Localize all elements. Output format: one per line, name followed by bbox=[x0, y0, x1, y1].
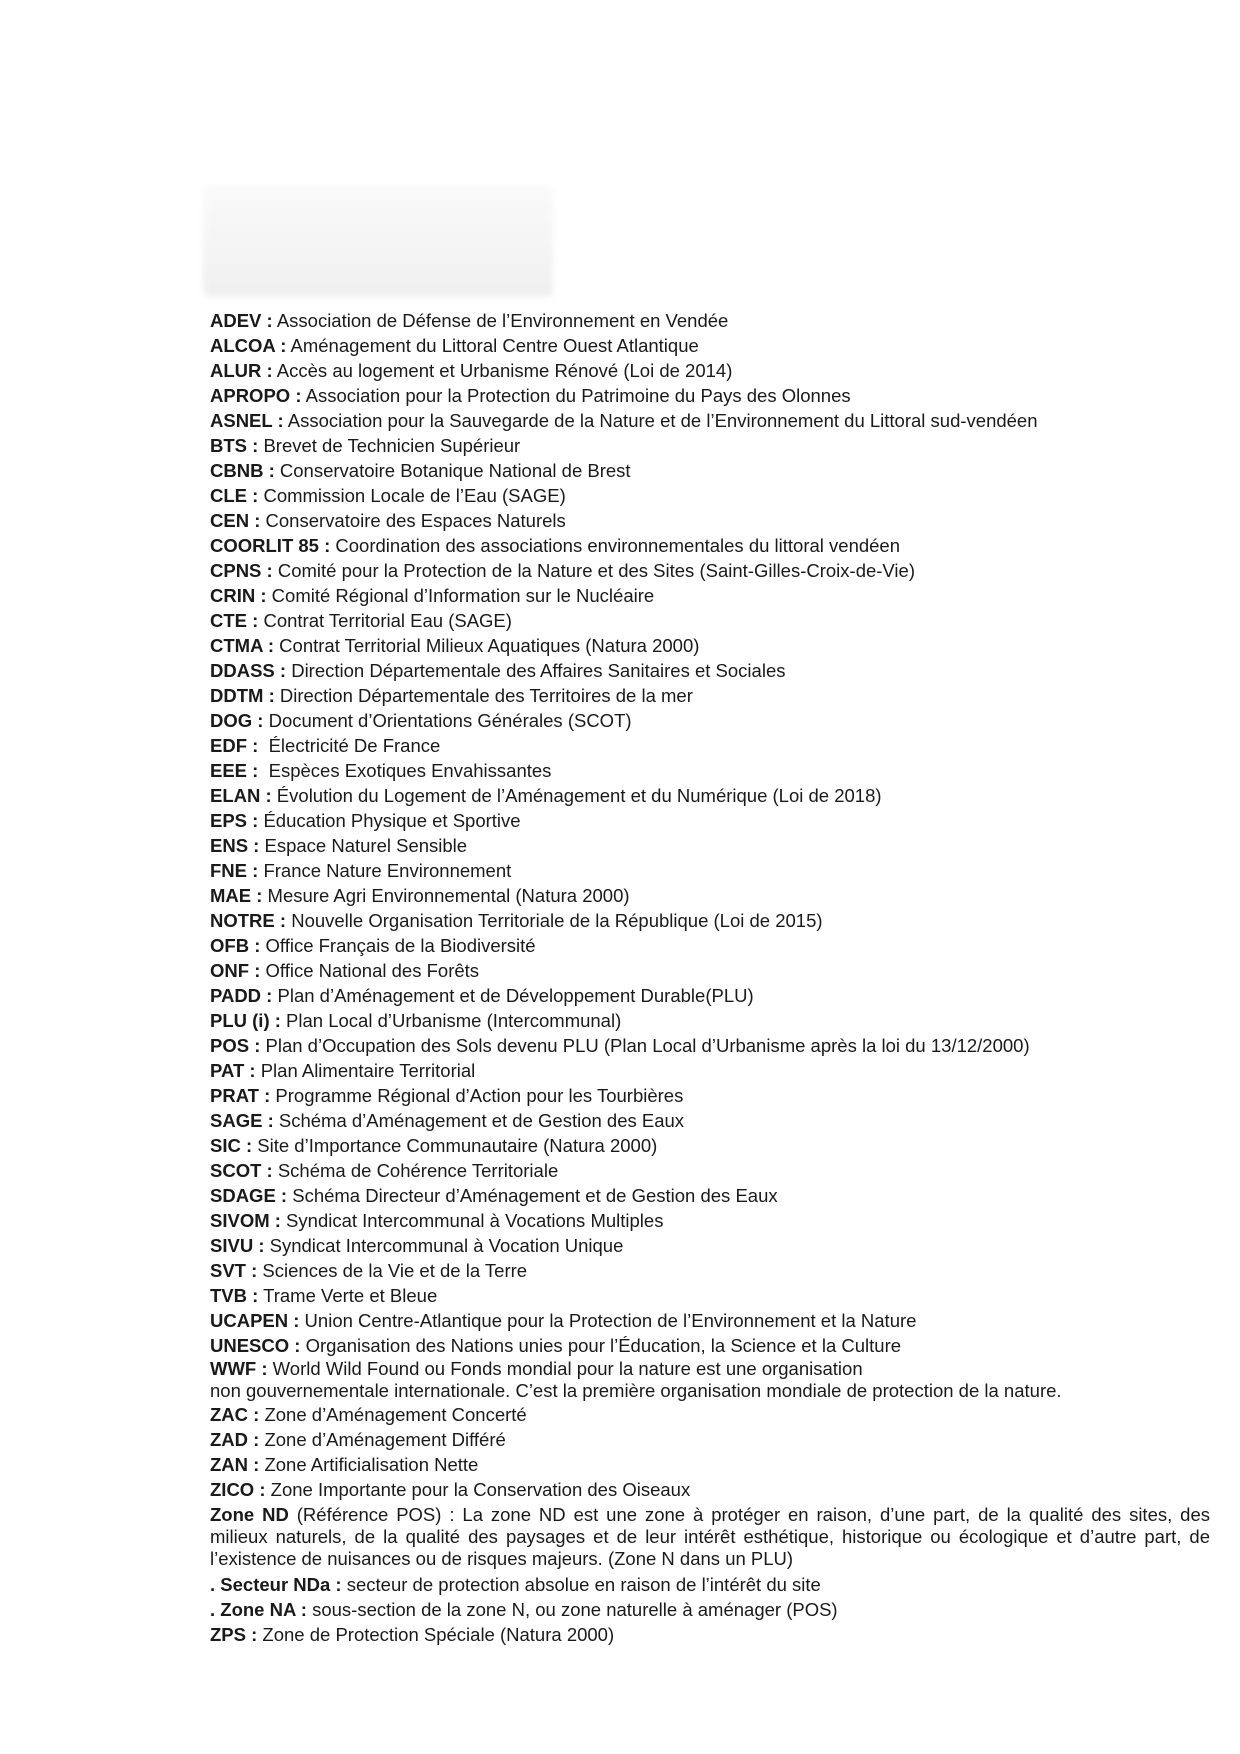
glossary-entry bbox=[210, 433, 1210, 458]
glossary-definition: Office National des Forêts bbox=[260, 960, 480, 981]
glossary-term: CTMA : bbox=[210, 635, 275, 656]
faded-header-image bbox=[203, 185, 553, 297]
glossary-definition: Espèces Exotiques Envahissantes bbox=[258, 760, 552, 781]
glossary-entry bbox=[210, 833, 1210, 858]
glossary-term: ZAD : bbox=[210, 1429, 260, 1450]
glossary-definition: Comité Régional d’Information sur le Nucléaire bbox=[266, 585, 655, 606]
glossary-term: SIC : bbox=[210, 1135, 253, 1156]
glossary-entry bbox=[210, 758, 1210, 783]
glossary-entry bbox=[210, 1283, 1210, 1308]
glossary-entry bbox=[210, 1597, 1210, 1622]
glossary-definition: Conservatoire Botanique National de Brest bbox=[274, 460, 631, 481]
glossary-term: PAT : bbox=[210, 1060, 256, 1081]
glossary-definition: (Référence POS) : La zone ND est une zone à protéger en raison, d’une part, de la qualité des sites, des milieux naturels, de la qualité des paysages et de leur intérêt esthétique, historique ou écologique et d’autre part, de l’existence de nuisances ou de risques majeurs. (Zone N dans un PLU) bbox=[210, 1504, 1210, 1569]
glossary-term: PRAT : bbox=[210, 1085, 271, 1106]
glossary-term: PADD : bbox=[210, 985, 273, 1006]
glossary-definition: Office Français de la Biodiversité bbox=[260, 935, 536, 956]
glossary-entry bbox=[210, 558, 1210, 583]
glossary-definition: Syndicat Intercommunal à Vocation Unique bbox=[264, 1235, 624, 1256]
glossary-entry bbox=[210, 683, 1210, 708]
glossary-entry bbox=[210, 1358, 1210, 1402]
glossary-definition: Comité pour la Protection de la Nature et des Sites (Saint-Gilles-Croix-de-Vie) bbox=[272, 560, 915, 581]
glossary-term: POS : bbox=[210, 1035, 261, 1056]
glossary-term: UNESCO : bbox=[210, 1335, 301, 1356]
glossary-definition: Zone Artificialisation Nette bbox=[259, 1454, 479, 1475]
glossary-term: ONF : bbox=[210, 960, 261, 981]
glossary-term: CRIN : bbox=[210, 585, 267, 606]
glossary-entry bbox=[210, 1477, 1210, 1502]
glossary-term: ZAC : bbox=[210, 1404, 260, 1425]
glossary-definition: Zone d’Aménagement Concerté bbox=[259, 1404, 527, 1425]
glossary-definition: Association pour la Sauvegarde de la Nature et de l’Environnement du Littoral sud-vendéen bbox=[283, 410, 1038, 431]
glossary-entry bbox=[210, 383, 1210, 408]
glossary-term: APROPO : bbox=[210, 385, 302, 406]
glossary-definition: Accès au logement et Urbanisme Rénové (Loi de 2014) bbox=[272, 360, 733, 381]
glossary-term: ALCOA : bbox=[210, 335, 287, 356]
glossary-term: ALUR : bbox=[210, 360, 273, 381]
glossary-entry bbox=[210, 783, 1210, 808]
glossary-entry bbox=[210, 1033, 1210, 1058]
acronym-glossary bbox=[210, 308, 1210, 1647]
glossary-entry bbox=[210, 1183, 1210, 1208]
glossary-entry bbox=[210, 533, 1210, 558]
glossary-definition: Espace Naturel Sensible bbox=[259, 835, 468, 856]
glossary-entry bbox=[210, 1622, 1210, 1647]
glossary-term: SAGE : bbox=[210, 1110, 274, 1131]
glossary-definition: Mesure Agri Environnemental (Natura 2000) bbox=[262, 885, 630, 906]
glossary-definition: Plan Alimentaire Territorial bbox=[255, 1060, 476, 1081]
glossary-definition: Conservatoire des Espaces Naturels bbox=[260, 510, 566, 531]
glossary-definition: sous-section de la zone N, ou zone naturelle à aménager (POS) bbox=[306, 1599, 838, 1620]
glossary-definition: Syndicat Intercommunal à Vocations Multiples bbox=[280, 1210, 664, 1231]
glossary-term: ENS : bbox=[210, 835, 260, 856]
glossary-definition: Aménagement du Littoral Centre Ouest Atlantique bbox=[286, 335, 699, 356]
glossary-definition: Nouvelle Organisation Territoriale de la République (Loi de 2015) bbox=[286, 910, 823, 931]
glossary-term: PLU (i) : bbox=[210, 1010, 281, 1031]
glossary-definition: Schéma Directeur d’Aménagement et de Gestion des Eaux bbox=[287, 1185, 778, 1206]
glossary-term: DDTM : bbox=[210, 685, 275, 706]
glossary-definition: Coordination des associations environnementales du littoral vendéen bbox=[330, 535, 901, 556]
glossary-entry bbox=[210, 358, 1210, 383]
glossary-term: WWF : bbox=[210, 1358, 268, 1379]
glossary-entry bbox=[210, 1083, 1210, 1108]
glossary-entry bbox=[210, 1572, 1210, 1597]
glossary-definition: Sciences de la Vie et de la Terre bbox=[257, 1260, 528, 1281]
glossary-entry bbox=[210, 1402, 1210, 1427]
glossary-term: COORLIT 85 : bbox=[210, 535, 331, 556]
glossary-definition: Commission Locale de l’Eau (SAGE) bbox=[258, 485, 566, 506]
glossary-term: CBNB : bbox=[210, 460, 275, 481]
glossary-definition: Union Centre-Atlantique pour la Protection de l’Environnement et la Nature bbox=[299, 1310, 917, 1331]
glossary-definition-continuation: non gouvernementale internationale. C’est la première organisation mondiale de protection de la nature. bbox=[210, 1380, 1062, 1401]
glossary-definition: Éducation Physique et Sportive bbox=[258, 810, 521, 831]
glossary-definition: Programme Régional d’Action pour les Tourbières bbox=[270, 1085, 684, 1106]
glossary-definition: Zone de Protection Spéciale (Natura 2000) bbox=[257, 1624, 615, 1645]
glossary-definition: France Nature Environnement bbox=[258, 860, 512, 881]
glossary-entry bbox=[210, 483, 1210, 508]
glossary-definition: Plan Local d’Urbanisme (Intercommunal) bbox=[280, 1010, 622, 1031]
glossary-term: SCOT : bbox=[210, 1160, 273, 1181]
glossary-term: CLE : bbox=[210, 485, 259, 506]
glossary-entry bbox=[210, 958, 1210, 983]
glossary-term: MAE : bbox=[210, 885, 263, 906]
glossary-entry bbox=[210, 1008, 1210, 1033]
glossary-entry bbox=[210, 983, 1210, 1008]
glossary-definition: Contrat Territorial Eau (SAGE) bbox=[258, 610, 512, 631]
glossary-term: EEE : bbox=[210, 760, 259, 781]
glossary-definition: Trame Verte et Bleue bbox=[258, 1285, 438, 1306]
glossary-definition: secteur de protection absolue en raison de l’intérêt du site bbox=[341, 1574, 821, 1595]
glossary-definition: Évolution du Logement de l’Aménagement et du Numérique (Loi de 2018) bbox=[271, 785, 882, 806]
glossary-entry bbox=[210, 1452, 1210, 1477]
glossary-entry bbox=[210, 858, 1210, 883]
glossary-entry bbox=[210, 708, 1210, 733]
glossary-entry bbox=[210, 1058, 1210, 1083]
glossary-entry bbox=[210, 1308, 1210, 1333]
glossary-entry bbox=[210, 883, 1210, 908]
glossary-definition: Schéma de Cohérence Territoriale bbox=[272, 1160, 559, 1181]
glossary-definition: World Wild Found ou Fonds mondial pour la nature est une organisation bbox=[267, 1358, 863, 1379]
glossary-term: SIVU : bbox=[210, 1235, 265, 1256]
glossary-definition: Document d’Orientations Générales (SCOT) bbox=[263, 710, 632, 731]
glossary-entry bbox=[210, 658, 1210, 683]
glossary-term: ADEV : bbox=[210, 310, 273, 331]
glossary-term: . Zone NA : bbox=[210, 1599, 307, 1620]
glossary-term: ZICO : bbox=[210, 1479, 266, 1500]
glossary-entry bbox=[210, 458, 1210, 483]
glossary-entry bbox=[210, 1133, 1210, 1158]
glossary-entry bbox=[210, 1208, 1210, 1233]
glossary-term: UCAPEN : bbox=[210, 1310, 300, 1331]
glossary-term: OFB : bbox=[210, 935, 261, 956]
glossary-definition: Association pour la Protection du Patrimoine du Pays des Olonnes bbox=[301, 385, 851, 406]
glossary-term: SIVOM : bbox=[210, 1210, 281, 1231]
glossary-entry bbox=[210, 908, 1210, 933]
glossary-term: EPS : bbox=[210, 810, 259, 831]
glossary-entry bbox=[210, 733, 1210, 758]
glossary-term: Zone ND bbox=[210, 1504, 289, 1525]
glossary-term: CTE : bbox=[210, 610, 259, 631]
glossary-entry bbox=[210, 333, 1210, 358]
glossary-definition: Brevet de Technicien Supérieur bbox=[258, 435, 521, 456]
glossary-term: BTS : bbox=[210, 435, 259, 456]
glossary-term: SVT : bbox=[210, 1260, 258, 1281]
glossary-entry bbox=[210, 608, 1210, 633]
glossary-term: ELAN : bbox=[210, 785, 272, 806]
glossary-term: CPNS : bbox=[210, 560, 273, 581]
glossary-entry bbox=[210, 408, 1210, 433]
glossary-entry bbox=[210, 508, 1210, 533]
glossary-term: CEN : bbox=[210, 510, 261, 531]
glossary-entry bbox=[210, 1258, 1210, 1283]
glossary-definition: Contrat Territorial Milieux Aquatiques (Natura 2000) bbox=[274, 635, 700, 656]
glossary-term: SDAGE : bbox=[210, 1185, 288, 1206]
glossary-definition: Plan d’Aménagement et de Développement Durable(PLU) bbox=[272, 985, 754, 1006]
glossary-entry bbox=[210, 808, 1210, 833]
glossary-term: ASNEL : bbox=[210, 410, 284, 431]
glossary-entry bbox=[210, 1158, 1210, 1183]
glossary-definition: Électricité De France bbox=[258, 735, 441, 756]
glossary-term: DDASS : bbox=[210, 660, 287, 681]
glossary-term: ZPS : bbox=[210, 1624, 258, 1645]
glossary-definition: Direction Départementale des Affaires Sanitaires et Sociales bbox=[286, 660, 786, 681]
glossary-entry bbox=[210, 1504, 1210, 1570]
glossary-definition: Organisation des Nations unies pour l’Éducation, la Science et la Culture bbox=[300, 1335, 902, 1356]
glossary-entry bbox=[210, 1233, 1210, 1258]
glossary-definition: Plan d’Occupation des Sols devenu PLU (Plan Local d’Urbanisme après la loi du 13/12/2000) bbox=[260, 1035, 1030, 1056]
glossary-entry bbox=[210, 1333, 1210, 1358]
glossary-entry bbox=[210, 1427, 1210, 1452]
glossary-term: FNE : bbox=[210, 860, 259, 881]
glossary-definition: Zone Importante pour la Conservation des Oiseaux bbox=[265, 1479, 691, 1500]
glossary-definition: Direction Départementale des Territoires de la mer bbox=[274, 685, 693, 706]
glossary-entry bbox=[210, 583, 1210, 608]
glossary-term: EDF : bbox=[210, 735, 259, 756]
glossary-definition: Association de Défense de l’Environnement en Vendée bbox=[272, 310, 729, 331]
glossary-term: DOG : bbox=[210, 710, 264, 731]
glossary-term: NOTRE : bbox=[210, 910, 287, 931]
glossary-entry bbox=[210, 933, 1210, 958]
glossary-definition: Schéma d’Aménagement et de Gestion des Eaux bbox=[273, 1110, 685, 1131]
glossary-term: TVB : bbox=[210, 1285, 259, 1306]
glossary-definition: Site d’Importance Communautaire (Natura 2000) bbox=[252, 1135, 658, 1156]
glossary-entry bbox=[210, 1108, 1210, 1133]
glossary-definition: Zone d’Aménagement Différé bbox=[259, 1429, 506, 1450]
glossary-entry bbox=[210, 633, 1210, 658]
glossary-term: ZAN : bbox=[210, 1454, 260, 1475]
glossary-term: . Secteur NDa : bbox=[210, 1574, 342, 1595]
glossary-entry bbox=[210, 308, 1210, 333]
